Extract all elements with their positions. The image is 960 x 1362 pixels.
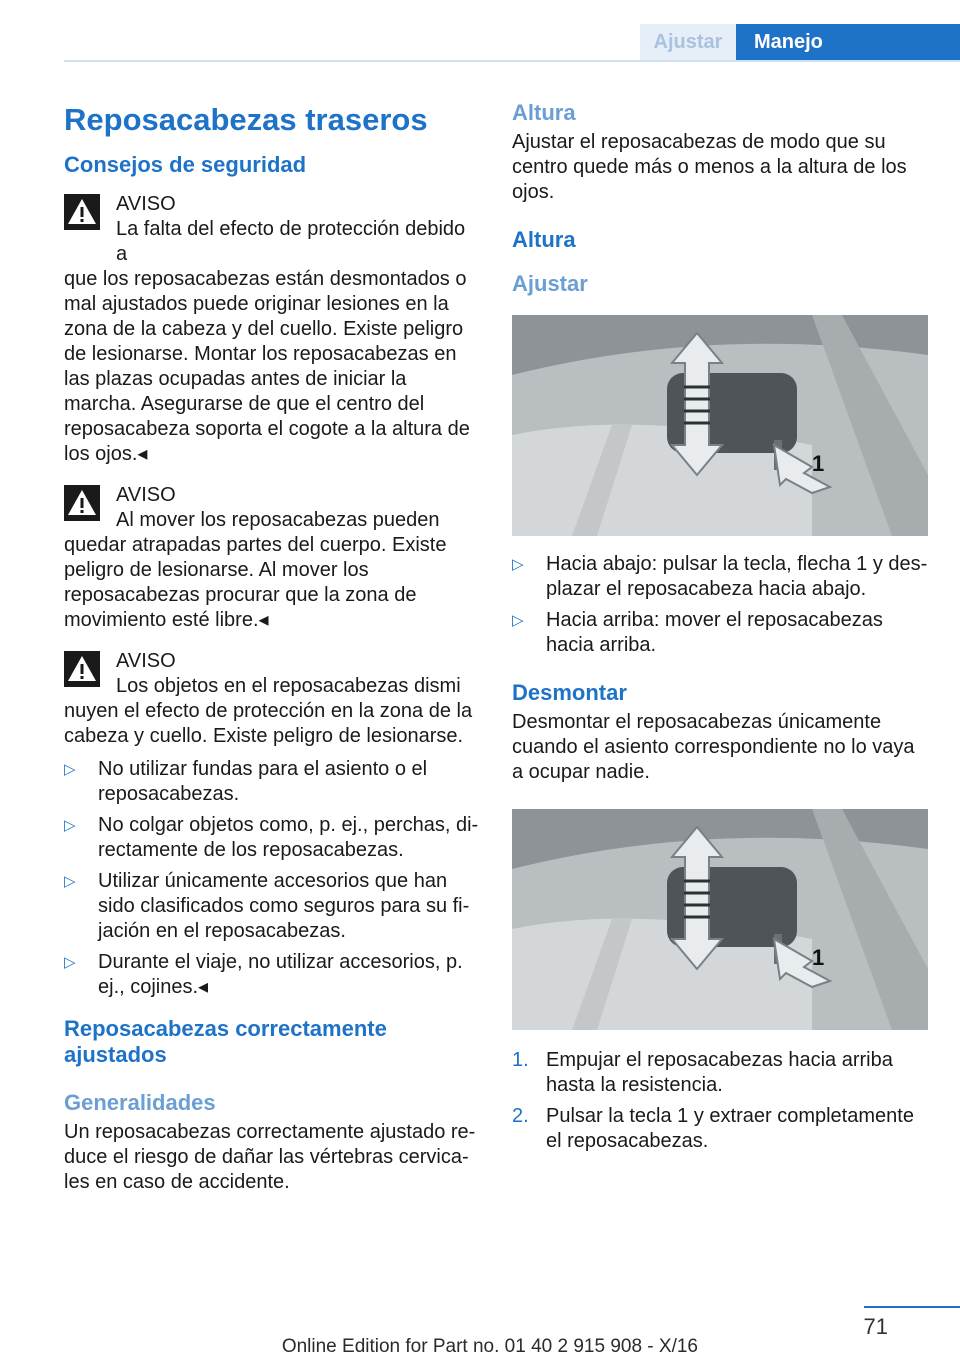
desmontar-text: Desmontar el reposacabezas únicamente cuando el asiento correspondiente no lo vaya a ocupar nadie. <box>512 711 915 783</box>
removal-steps-list <box>512 1048 928 1154</box>
footer-divider <box>864 1306 960 1308</box>
list-item-text: Utilizar únicamente accesorios que han sido clasificados como seguros para su fijación en el reposacabezas. <box>98 870 470 942</box>
warning-text-first: Al mover los reposacabezas pueden <box>116 509 440 531</box>
warning-triangle-icon <box>64 651 100 687</box>
step-number: 1. <box>512 1049 529 1071</box>
desmontar-heading: Desmontar <box>512 680 627 705</box>
triangle-bullet-icon: ▷ <box>512 612 524 629</box>
safety-bullet-list <box>64 757 479 1000</box>
warning-triangle-icon <box>64 194 100 230</box>
general-heading: Generalidades <box>64 1090 216 1115</box>
correct-adjustment-heading: Reposacabezas correctamente ajustados <box>64 1016 387 1067</box>
warning-text-first: Los objetos en el reposacabezas dismi <box>116 675 461 697</box>
list-item <box>64 813 479 863</box>
warning-text: que los reposacabezas están desmontados o mal ajustados puede originar lesiones en la zona de la cabeza y del cuello. Existe peligro de lesionarse. Montar los reposacabezas en las plazas ocupadas antes de iniciar la marcha. Asegurarse de que el centro del reposacabeza soporta el cogote a la altura de los ojos.◂ <box>64 268 470 465</box>
figure-callout-label: 1 <box>812 945 825 970</box>
safety-heading: Consejos de seguridad <box>64 152 307 177</box>
warning-label: AVISO <box>116 484 176 506</box>
page-header <box>640 24 960 60</box>
altura-subheading: Altura <box>512 100 576 125</box>
list-item <box>64 950 479 1000</box>
warning-text: quedar atrapadas partes del cuerpo. Existe peligro de lesionarse. Al mover los reposacabezas procurar que la zona de movimiento esté libre.◂ <box>64 534 447 631</box>
step-text: Pulsar la tecla 1 y extraer completamente el reposacabezas. <box>546 1105 914 1152</box>
list-item-text: Hacia arriba: mover el reposacabezas hacia arriba. <box>546 609 883 656</box>
page-title: Reposacabezas traseros <box>64 102 428 137</box>
list-item <box>512 1048 928 1098</box>
list-item <box>64 757 479 807</box>
footer-edition-note: Online Edition for Part no. 01 40 2 915 908 - X/16 <box>281 1336 698 1357</box>
triangle-bullet-icon: ▷ <box>512 556 524 573</box>
right-column <box>512 100 928 1160</box>
tab-manejo[interactable]: Manejo <box>736 24 960 60</box>
triangle-bullet-icon: ▷ <box>64 761 76 778</box>
warning-text-first: La falta del efecto de protección debido a <box>116 218 466 265</box>
list-item <box>512 1104 928 1154</box>
step-text: Empujar el reposacabezas hacia arriba hasta la resistencia. <box>546 1049 893 1096</box>
figure-callout-label: 1 <box>812 451 825 476</box>
warning-triangle-icon <box>64 485 100 521</box>
list-item <box>512 552 928 602</box>
altura-text: Ajustar el reposacabezas de modo que su centro quede más o menos a la altura de los ojos. <box>512 131 907 203</box>
triangle-bullet-icon: ▷ <box>64 954 76 971</box>
headrest-height-figure <box>512 315 928 536</box>
list-item-text: Durante el viaje, no utilizar accesorios, p. ej., cojines.◂ <box>98 951 463 998</box>
left-column <box>64 100 479 1195</box>
list-item <box>64 869 479 944</box>
list-item <box>512 608 928 658</box>
headrest-removal-figure <box>512 809 928 1030</box>
warning-block <box>64 192 479 467</box>
warning-label: AVISO <box>116 193 176 215</box>
warning-label: AVISO <box>116 650 176 672</box>
tab-ajustar[interactable]: Ajustar <box>640 24 736 60</box>
warning-text: nuyen el efecto de protección en la zona de la cabeza y cuello. Existe peligro de lesionarse. <box>64 700 473 747</box>
general-text: Un reposacabezas correctamente ajustado reduce el riesgo de dañar las vértebras cervicales en caso de accidente. <box>64 1121 476 1193</box>
height-bullet-list <box>512 552 928 658</box>
triangle-bullet-icon: ▷ <box>64 817 76 834</box>
warning-block <box>64 483 479 633</box>
warning-block <box>64 649 479 749</box>
ajustar-heading: Ajustar <box>512 271 588 296</box>
page-number: 71 <box>863 1314 888 1339</box>
list-item-text: Hacia abajo: pulsar la tecla, flecha 1 y desplazar el reposacabeza hacia abajo. <box>546 553 928 600</box>
altura-heading: Altura <box>512 227 576 252</box>
step-number: 2. <box>512 1105 529 1127</box>
list-item-text: No colgar objetos como, p. ej., perchas, directamente de los reposacabezas. <box>98 814 479 861</box>
triangle-bullet-icon: ▷ <box>64 873 76 890</box>
header-divider <box>64 60 960 62</box>
list-item-text: No utilizar fundas para el asiento o el reposacabezas. <box>98 758 428 805</box>
